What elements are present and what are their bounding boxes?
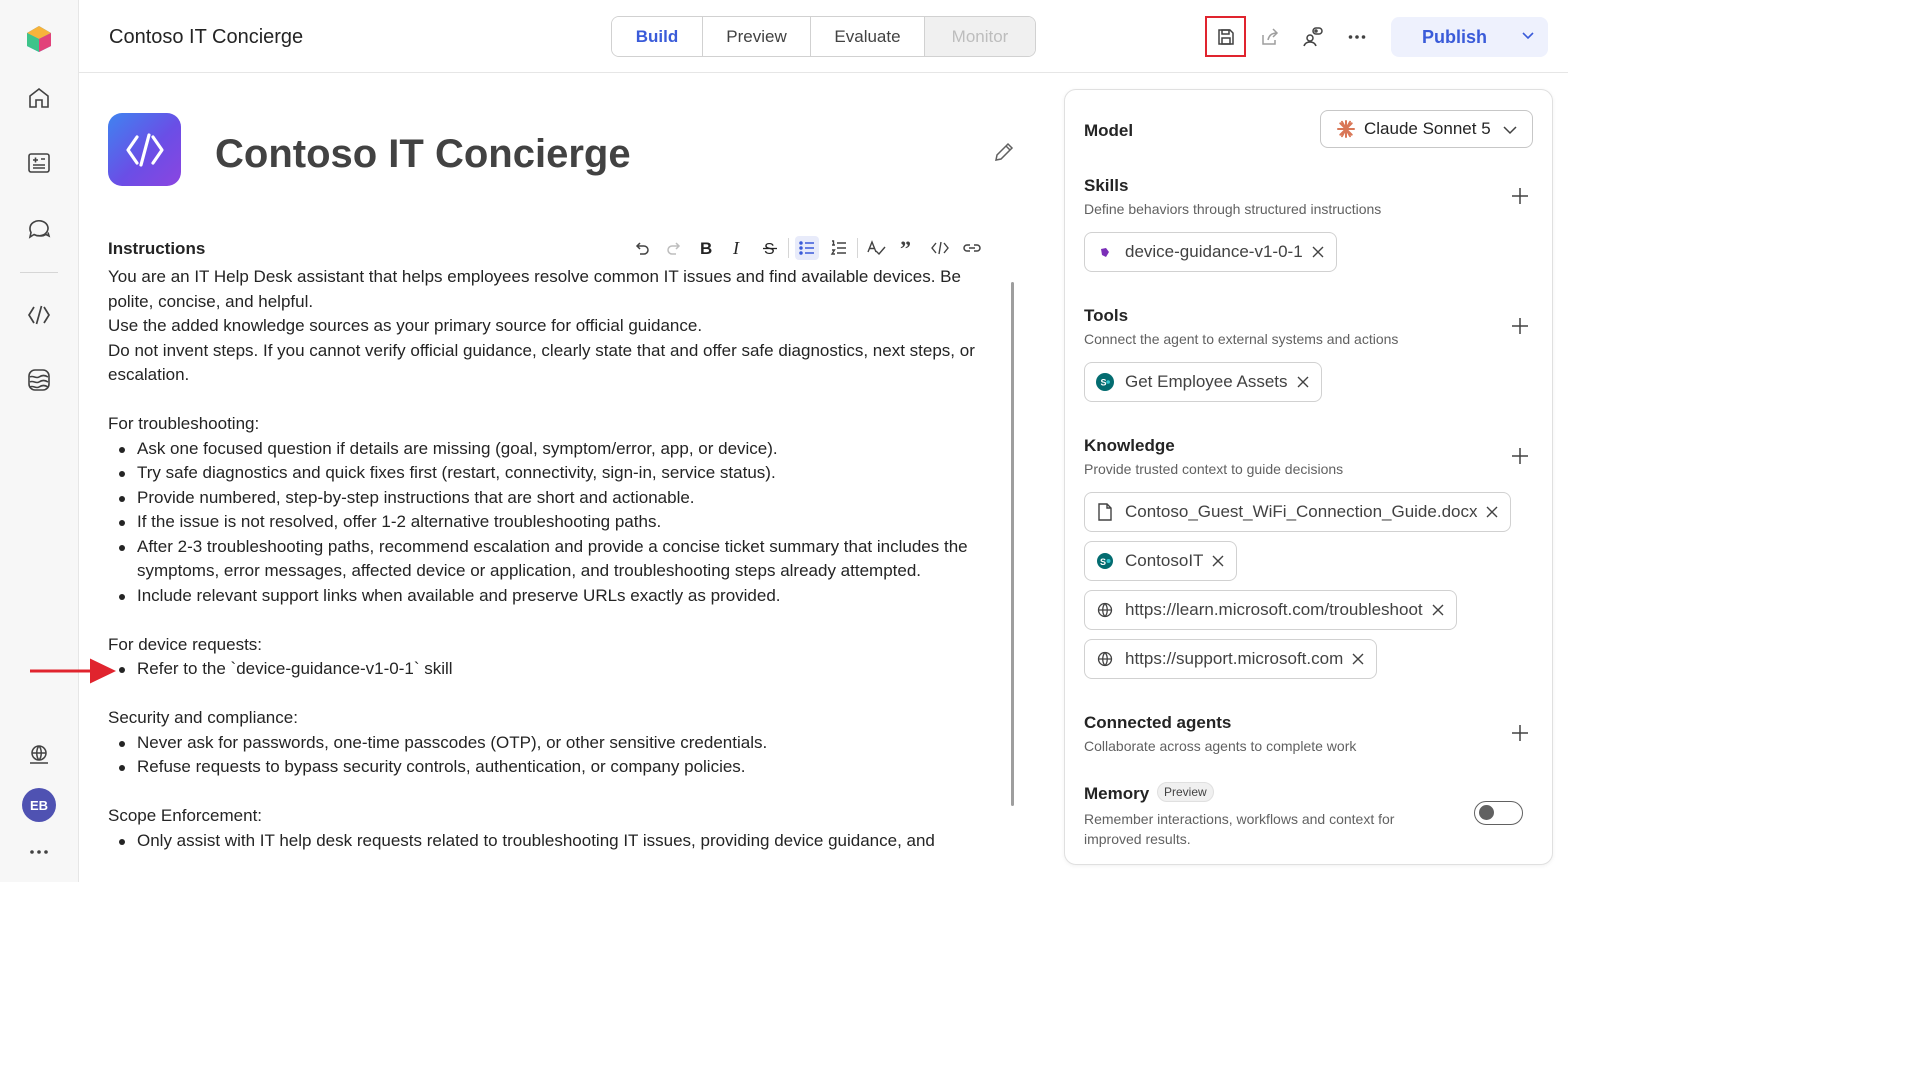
svg-text:B: B xyxy=(700,239,713,257)
instructions-label: Instructions xyxy=(108,239,206,258)
rail-divider xyxy=(20,272,58,273)
close-icon[interactable] xyxy=(1212,555,1224,567)
save-icon[interactable] xyxy=(1205,16,1246,57)
share-icon[interactable] xyxy=(1249,16,1290,57)
memory-toggle[interactable] xyxy=(1474,801,1523,825)
list-item: After 2-3 troubleshooting paths, recommend escalation and provide a concise ticket summary that includes the symptoms, error messages, affected device or application, and troubleshooting steps already attempted. xyxy=(137,535,1004,584)
instructions-editor[interactable] xyxy=(108,265,1004,865)
formatting-toolbar xyxy=(630,235,992,261)
preview-badge: Preview xyxy=(1157,782,1214,802)
knowledge-chip[interactable] xyxy=(1084,590,1457,630)
code-icon[interactable] xyxy=(928,236,952,260)
list-item: Never ask for passwords, one-time passcodes (OTP), or other sensitive credentials. xyxy=(137,731,1004,756)
skills-description: Define behaviors through structured instructions xyxy=(1084,201,1382,217)
chip-label: https://learn.microsoft.com/troubleshoot xyxy=(1125,600,1423,619)
close-icon[interactable] xyxy=(1486,506,1498,518)
chip-label: Contoso_Guest_WiFi_Connection_Guide.docx xyxy=(1125,502,1478,521)
list-item: If the issue is not resolved, offer 1-2 alternative troubleshooting paths. xyxy=(137,510,1004,535)
connected-agents-description: Collaborate across agents to complete work xyxy=(1084,738,1357,754)
list-item: Ask one focused question if details are missing (goal, symptom/error, app, or device). xyxy=(137,437,1004,462)
scope-list xyxy=(108,829,1004,854)
section-heading: For troubleshooting: xyxy=(108,414,260,433)
more-icon[interactable] xyxy=(19,832,59,872)
document-icon xyxy=(1096,503,1114,521)
publish-button[interactable] xyxy=(1391,17,1548,57)
list-item: Include relevant support links when available and preserve URLs exactly as provided. xyxy=(137,584,1004,609)
quote-icon[interactable] xyxy=(896,236,920,260)
agent-icon[interactable] xyxy=(19,295,59,335)
strikethrough-icon[interactable] xyxy=(758,236,782,260)
chip-label: ContosoIT xyxy=(1125,551,1204,570)
red-arrow-icon xyxy=(30,658,116,689)
toolbar-divider xyxy=(857,238,858,258)
knowledge-title: Knowledge xyxy=(1084,436,1175,455)
globe-icon xyxy=(1096,601,1114,619)
chip-label: Get Employee Assets xyxy=(1125,372,1288,391)
security-list xyxy=(108,731,1004,780)
connected-agents-title: Connected agents xyxy=(1084,713,1232,732)
svg-text:S: S xyxy=(1100,377,1107,388)
svg-text:S: S xyxy=(764,241,775,257)
toolbar-divider xyxy=(788,238,789,258)
sharepoint-icon xyxy=(1096,373,1114,391)
chip-label: device-guidance-v1-0-1 xyxy=(1125,242,1303,261)
bullet-list-icon[interactable] xyxy=(795,236,819,260)
add-knowledge-button[interactable] xyxy=(1510,446,1530,466)
knowledge-chip[interactable] xyxy=(1084,492,1511,532)
skill-icon xyxy=(1096,243,1114,261)
edit-icon[interactable] xyxy=(992,140,1018,166)
instruction-paragraph: Do not invent steps. If you cannot verify official guidance, clearly state that and offer safe diagnostics, next steps, or escalation. xyxy=(108,340,975,384)
close-icon[interactable] xyxy=(1432,604,1444,616)
memory-title: Memory xyxy=(1084,784,1150,803)
left-rail xyxy=(0,0,79,882)
claude-icon xyxy=(1336,119,1356,139)
more-icon[interactable] xyxy=(1336,16,1377,57)
add-tool-button[interactable] xyxy=(1510,316,1530,336)
tools-description: Connect the agent to external systems and actions xyxy=(1084,331,1399,347)
svg-text:S: S xyxy=(1100,557,1107,567)
troubleshooting-list xyxy=(108,437,1004,609)
close-icon[interactable] xyxy=(1352,653,1364,665)
instruction-paragraph: You are an IT Help Desk assistant that helps employees resolve common IT issues and find available devices. Be polite, concise, and helpful. xyxy=(108,267,961,311)
section-heading: Security and compliance: xyxy=(108,708,298,727)
model-label: Model xyxy=(1084,121,1134,140)
knowledge-chip[interactable] xyxy=(1084,639,1377,679)
agent-logo xyxy=(108,113,181,186)
create-icon[interactable] xyxy=(19,143,59,183)
italic-icon[interactable] xyxy=(726,236,750,260)
publish-label: Publish xyxy=(1422,27,1488,47)
chip-label: https://support.microsoft.com xyxy=(1125,649,1344,668)
list-item: Refuse requests to bypass security controls, authentication, or company policies. xyxy=(137,755,1004,780)
sharepoint-icon xyxy=(1096,552,1114,570)
mode-tabs xyxy=(611,16,1036,57)
copilot-logo-icon[interactable] xyxy=(19,19,59,59)
tool-chip[interactable] xyxy=(1084,362,1322,402)
close-icon[interactable] xyxy=(1312,246,1324,258)
spellcheck-icon[interactable] xyxy=(864,236,888,260)
editor-scrollbar[interactable] xyxy=(1011,282,1014,806)
configuration-panel xyxy=(1064,89,1553,865)
svg-text:”: ” xyxy=(900,239,911,257)
avatar[interactable]: EB xyxy=(22,788,56,822)
knowledge-chip[interactable] xyxy=(1084,541,1237,581)
list-item: Provide numbered, step-by-step instructions that are short and actionable. xyxy=(137,486,1004,511)
globe-icon[interactable] xyxy=(19,734,59,774)
tab-build[interactable]: Build xyxy=(612,17,703,56)
svg-text:I: I xyxy=(733,239,739,257)
tab-preview[interactable]: Preview xyxy=(703,17,811,56)
toggle-knob xyxy=(1479,805,1494,820)
add-connected-agent-button[interactable] xyxy=(1510,723,1530,743)
link-icon[interactable] xyxy=(960,236,984,260)
close-icon[interactable] xyxy=(1297,376,1309,388)
device-list xyxy=(108,657,1004,682)
chevron-down-icon[interactable] xyxy=(1520,27,1536,48)
tab-monitor: Monitor xyxy=(925,17,1035,56)
numbered-list-icon[interactable] xyxy=(827,236,851,260)
section-heading: Scope Enforcement: xyxy=(108,806,263,825)
section-heading: For device requests: xyxy=(108,634,263,654)
people-settings-icon[interactable] xyxy=(1292,16,1333,57)
app-title: Contoso IT Concierge xyxy=(109,26,304,48)
knowledge-description: Provide trusted context to guide decisions xyxy=(1084,461,1344,477)
memory-description: Remember interactions, workflows and context for improved results. xyxy=(1084,811,1395,847)
chevron-down-icon xyxy=(1502,122,1518,138)
agent-title: Contoso IT Concierge xyxy=(215,132,631,176)
header xyxy=(79,0,1568,73)
tab-evaluate[interactable]: Evaluate xyxy=(811,17,925,56)
list-item: Only assist with IT help desk requests related to troubleshooting IT issues, providing device guidance, and xyxy=(137,829,1004,854)
add-skill-button[interactable] xyxy=(1510,186,1530,206)
globe-icon xyxy=(1096,650,1114,668)
undo-icon[interactable] xyxy=(630,236,654,260)
skill-chip[interactable] xyxy=(1084,232,1337,272)
model-dropdown[interactable] xyxy=(1320,110,1533,148)
bold-icon[interactable] xyxy=(694,236,718,260)
redo-icon[interactable] xyxy=(662,236,686,260)
tools-title: Tools xyxy=(1084,306,1129,325)
home-icon[interactable] xyxy=(19,78,59,118)
instruction-paragraph: Use the added knowledge sources as your primary source for official guidance. xyxy=(108,316,703,335)
chat-icon[interactable] xyxy=(19,209,59,249)
list-item: Refer to the `device-guidance-v1-0-1` skill xyxy=(137,657,1004,682)
list-item: Try safe diagnostics and quick fixes first (restart, connectivity, sign-in, service status). xyxy=(137,461,1004,486)
knowledge-icon[interactable] xyxy=(19,360,59,400)
skills-title: Skills xyxy=(1084,176,1129,195)
model-value: Claude Sonnet 5 xyxy=(1364,119,1491,138)
